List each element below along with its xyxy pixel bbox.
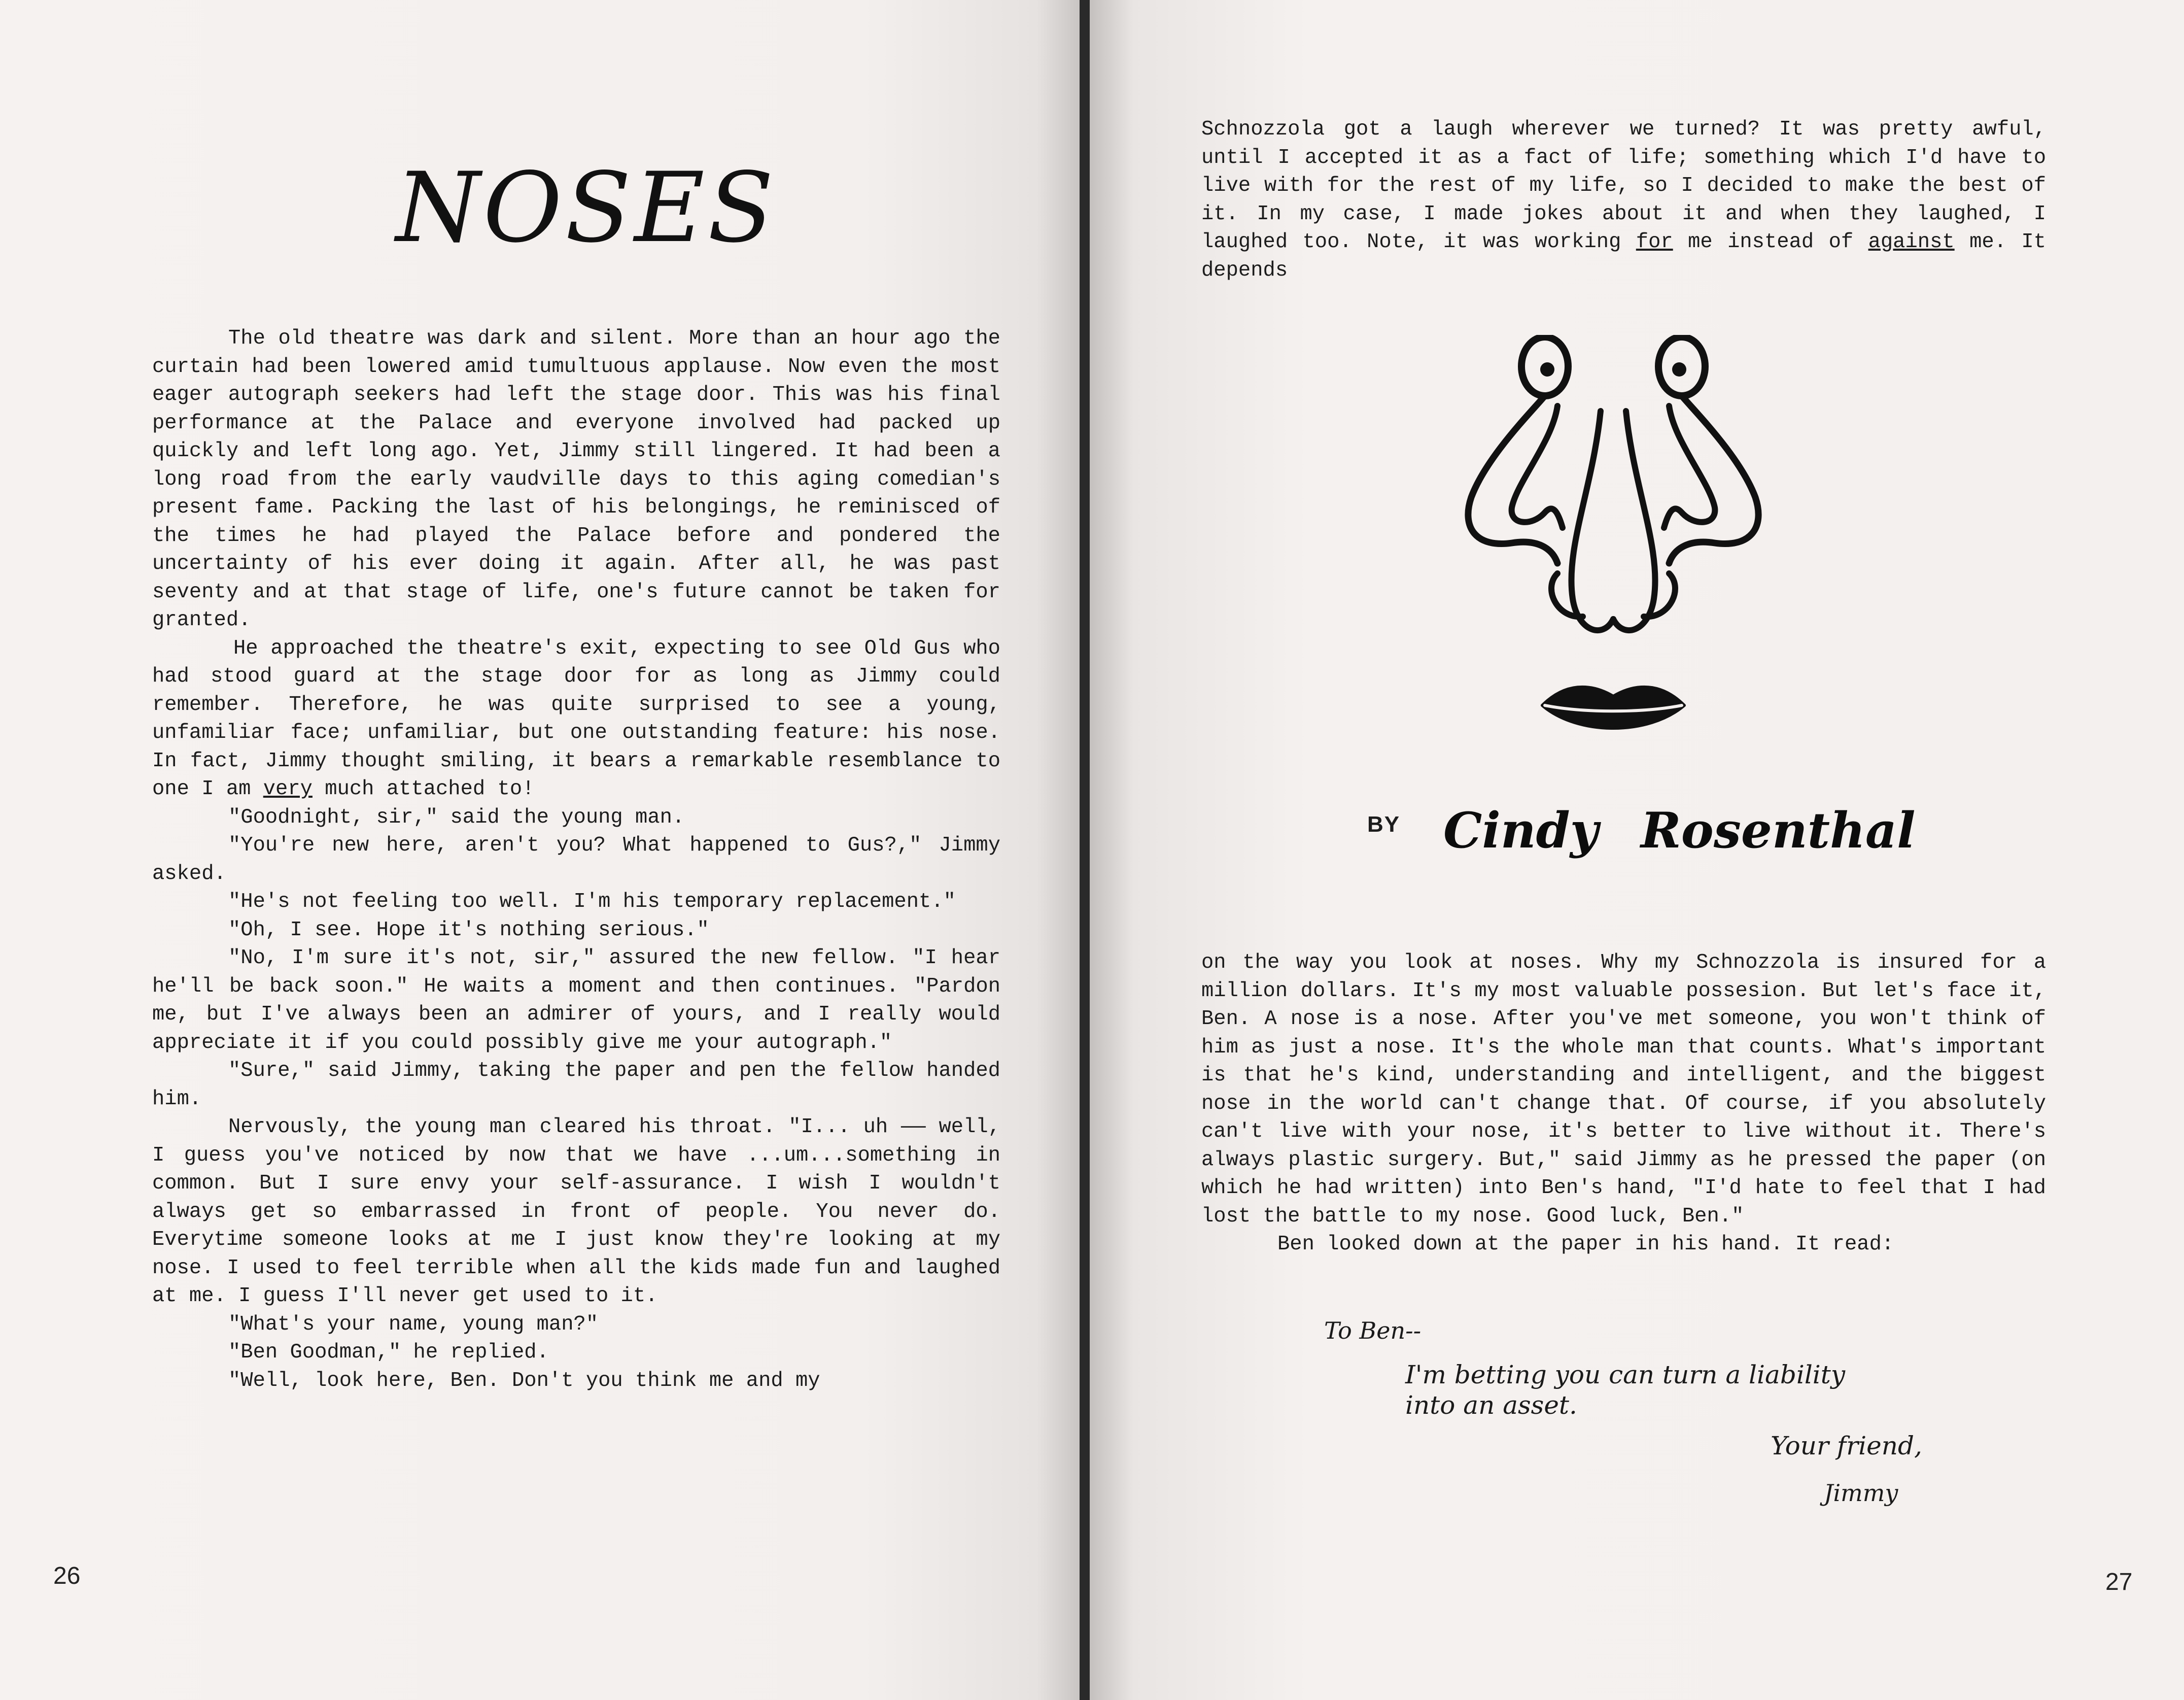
paragraph: on the way you look at noses. Why my Schnozzola is insured for a million dollars. It's my most valuable possesion. But let's face it, Ben. A nose is a nose. After you've met someone, you won't think of him as just a nose. It's the whole man that counts. What's important is that he's kind, understanding and intelligent, and the biggest nose in the world can't change that. Of course, if you absolutely can't live with your nose, it's better to live without it. There's always plastic surgery. But," said Jimmy as he pressed the paper (on which he had written) into Ben's hand, "I'd hate to feel that I had lost the battle to my nose. Good luck, Ben." — [1201, 951, 2046, 1228]
paragraph: "No, I'm sure it's not, sir," assured the new fellow. "I hear he'll be back soon." He waits a moment and then continues. "Pardon me, but I've always been an admirer of yours, and I really would appreciate it if you could possibly give me your autograph." — [152, 946, 1000, 1055]
book-gutter — [1080, 0, 1090, 1700]
paragraph: "Ben Goodman," he replied. — [228, 1341, 549, 1364]
page-number: 26 — [53, 1562, 81, 1589]
story-title: NOSES — [396, 152, 777, 264]
paragraph: Schnozzola got a laugh wherever we turned? It was pretty awful, until I accepted it as a fact of life; something which I'd have to live with for the rest of my life, so I decided to make the best of it. In my case, I made jokes about it and when they laughed, I laughed too. Note, it was working for me instead of against me. It depends — [1201, 118, 2046, 282]
left-page-text — [152, 325, 1000, 1395]
page-number: 27 — [2105, 1569, 2133, 1595]
paragraph: "What's your name, young man?" — [228, 1312, 599, 1336]
paragraph: "Oh, I see. Hope it's nothing serious." — [228, 918, 709, 942]
right-page-bottom-text — [1201, 949, 2046, 1259]
paragraph: "Well, look here, Ben. Don't you think me and my — [228, 1369, 820, 1392]
paragraph: Nervously, the young man cleared his throat. "I... uh —— well, I guess you've noticed by now that we have ...um...something in common. But I sure envy your self-assurance. I wish I wouldn't always get so embarrassed in front of people. You never do. Everytime someone looks at me I just know they're looking at my nose. I used to feel terrible when all the kids made fun and laughed at me. I guess I'll never get used to it. — [152, 1115, 1000, 1308]
underlined-word: against — [1868, 230, 1955, 254]
note-line: into an asset. — [1405, 1390, 1577, 1420]
paragraph: "You're new here, aren't you? What happened to Gus?," Jimmy asked. — [152, 834, 1000, 886]
note-line: I'm betting you can turn a liability — [1405, 1360, 1846, 1389]
note-salutation: To Ben-- — [1324, 1317, 1422, 1344]
author-name: Cindy Rosenthal — [1443, 802, 1916, 859]
underlined-word: for — [1636, 230, 1673, 254]
paragraph: "Sure," said Jimmy, taking the paper and pen the fellow handed him. — [152, 1059, 1000, 1111]
paragraph: "He's not feeling too well. I'm his temporary replacement." — [228, 890, 956, 913]
left-page — [0, 0, 1080, 1700]
paragraph: Ben looked down at the paper in his hand. It read: — [1277, 1233, 1894, 1256]
underlined-word: very — [263, 777, 313, 801]
nose-face-illustration — [1456, 335, 1771, 761]
paragraph: The old theatre was dark and silent. More than an hour ago the curtain had been lowered amid tumultuous applause. Now even the most eager autograph seekers had left the stage door. This was his final performance at the Palace and everyone involved had packed up quickly and left long ago. Yet, Jimmy still lingered. It had been a long road from the early vaudville days to this aging comedian's present fame. Packing the last of his belongings, he reminisced of the times he had played the Palace before and pondered the uncertainty of his ever doing it again. After all, he was past seventy and at that stage of life, one's future cannot be taken for granted. — [152, 327, 1000, 632]
paragraph: "Goodnight, sir," said the young man. — [228, 805, 685, 829]
byline-prefix: BY — [1367, 812, 1401, 837]
note-closing: Your friend, — [1771, 1431, 1922, 1460]
right-page-top-text — [1201, 116, 2046, 285]
paragraph: He approached the theatre's exit, expecting to see Old Gus who had stood guard at the stage door for as long as Jimmy could remember. Therefore, he was quite surprised to see a young, unfamiliar face; unfamiliar, but one outstanding feature: his nose. In fact, Jimmy thought smiling, it bears a remarkable resemblance to one I am very much attached to! — [152, 636, 1000, 801]
note-signature: Jimmy — [1824, 1479, 1898, 1507]
